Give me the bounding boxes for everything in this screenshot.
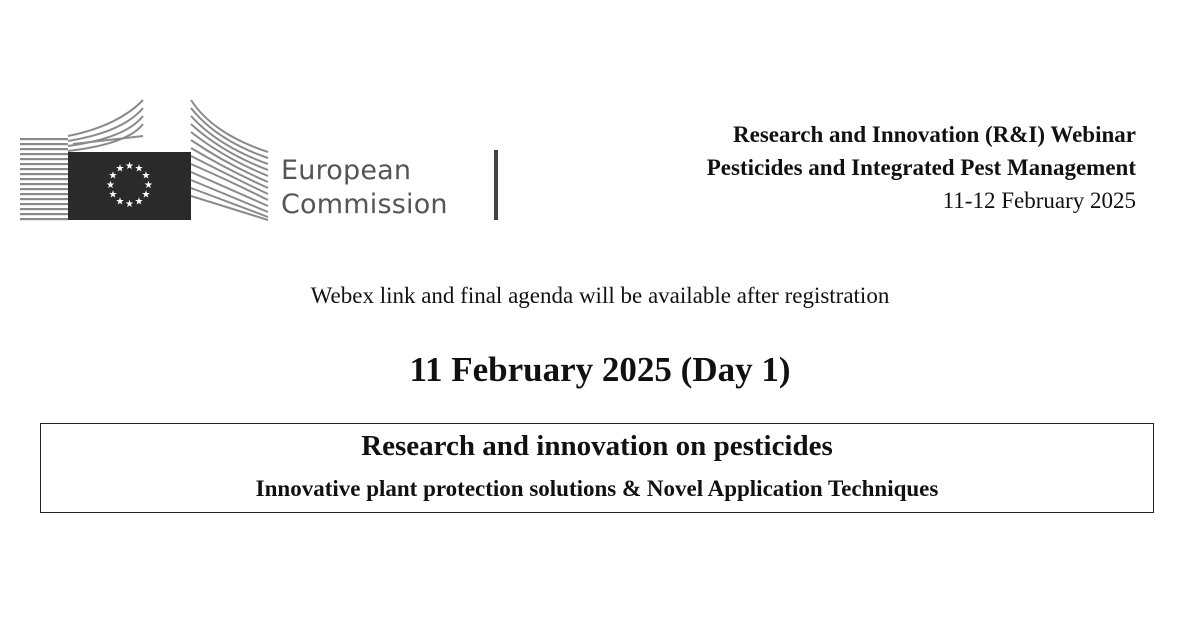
svg-text:★: ★ [108, 189, 118, 201]
event-topic: Pesticides and Integrated Pest Management [706, 155, 1136, 180]
european-commission-logo [18, 96, 498, 226]
logo-wordmark [281, 154, 448, 222]
day-heading: 11 February 2025 (Day 1) [409, 350, 791, 389]
svg-text:★: ★ [134, 163, 144, 175]
svg-text:★: ★ [125, 199, 134, 210]
svg-text:★: ★ [125, 161, 134, 172]
session-subtitle: Innovative plant protection solutions & Novel Application Techniques [255, 476, 939, 501]
berlaymont-emblem-icon [18, 96, 278, 226]
svg-text:★: ★ [134, 196, 144, 208]
svg-text:★: ★ [108, 170, 118, 182]
registration-notice: Webex link and final agenda will be available after registration [310, 283, 890, 308]
event-dates: 11-12 February 2025 [942, 188, 1136, 213]
svg-text:★: ★ [141, 170, 151, 182]
logo-divider [494, 150, 498, 220]
logo-line-commission: Commission [281, 189, 448, 220]
session-title: Research and innovation on pesticides [361, 430, 833, 462]
event-header [707, 118, 1136, 217]
session-box [40, 423, 1154, 513]
svg-text:★: ★ [144, 180, 153, 191]
svg-text:★: ★ [115, 163, 125, 175]
logo-line-european: European [281, 155, 412, 186]
svg-text:★: ★ [115, 196, 125, 208]
event-title: Research and Innovation (R&I) Webinar [733, 122, 1136, 147]
svg-text:★: ★ [106, 180, 115, 191]
svg-text:★: ★ [141, 189, 151, 201]
